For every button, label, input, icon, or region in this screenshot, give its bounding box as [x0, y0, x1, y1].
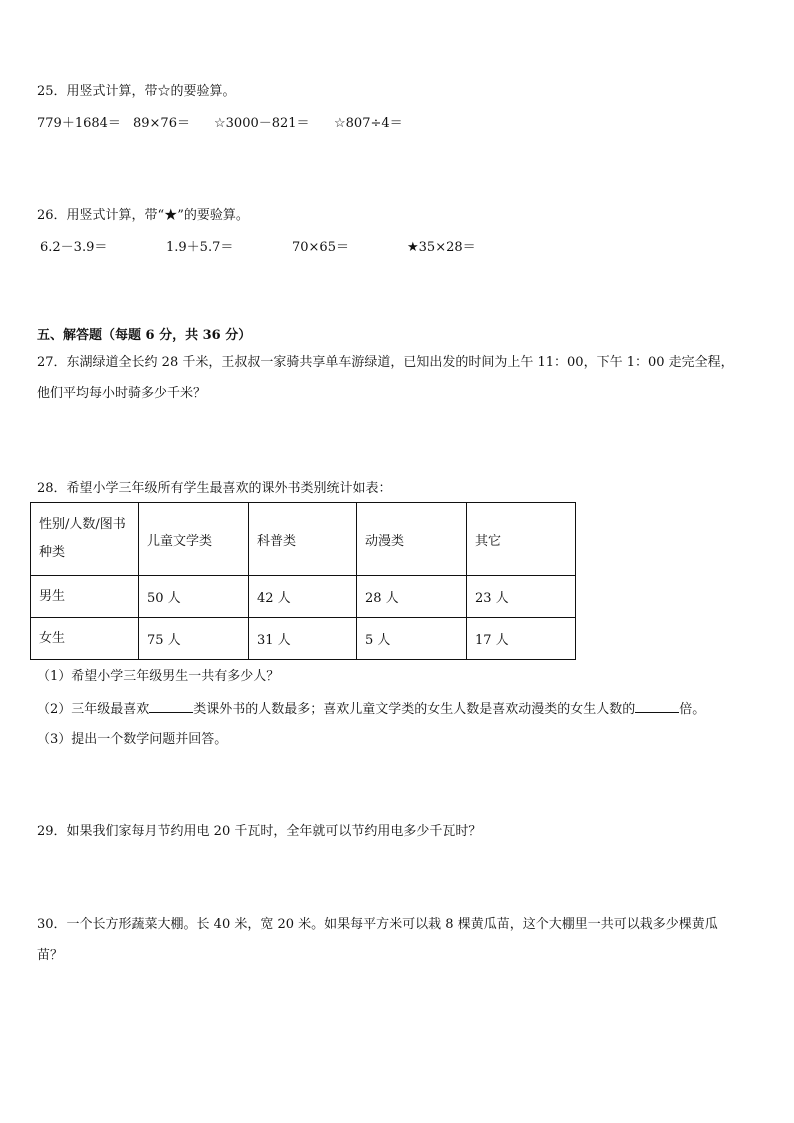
- section-5-title: 五、解答题（每题 6 分，共 36 分）: [37, 328, 252, 343]
- q25-title: 25．用竖式计算，带☆的要验算。: [37, 84, 236, 99]
- q28-sub-2-part-2: 类课外书的人数最多；喜欢儿童文学类的女生人数是喜欢动漫类的女生人数的: [193, 702, 636, 717]
- q28-sub-2-part-1: （2）三年级最喜欢: [37, 702, 150, 717]
- q26-title: 26．用竖式计算，带“★”的要验算。: [37, 208, 249, 223]
- q27-line-2: 他们平均每小时骑多少千米？: [37, 386, 207, 401]
- table-cell: 28 人: [357, 576, 467, 618]
- q28-title: 28．希望小学三年级所有学生最喜欢的课外书类别统计如表：: [37, 481, 392, 496]
- table-cell: 31 人: [249, 618, 357, 660]
- table-cell: 50 人: [139, 576, 249, 618]
- table-cell: 42 人: [249, 576, 357, 618]
- q26-expr-3: 70×65＝: [292, 240, 349, 255]
- table-row-label: 男生: [31, 576, 139, 618]
- table-header-corner: [31, 503, 139, 576]
- q28-sub-3: （3）提出一个数学问题并回答。: [37, 732, 228, 747]
- table-row: [31, 618, 576, 660]
- table-cell: 5 人: [357, 618, 467, 660]
- q30-line-2: 苗？: [37, 948, 64, 963]
- table-cell: 75 人: [139, 618, 249, 660]
- q25-expr-1: 779＋1684＝: [37, 116, 121, 131]
- q28-sub-1: （1）希望小学三年级男生一共有多少人？: [37, 669, 280, 684]
- book-stats-table: [30, 502, 576, 660]
- q27-line-1: 27．东湖绿道全长约 28 千米，王叔叔一家骑共享单车游绿道，已知出发的时间为上午 11：00，下午 1：00 走完全程，: [37, 355, 734, 370]
- table-header-row: [31, 503, 576, 576]
- q28-sub-2-part-3: 倍。: [679, 702, 706, 717]
- table-row: [31, 576, 576, 618]
- table-cell: 23 人: [467, 576, 576, 618]
- q25-expr-3: ☆3000－821＝: [214, 116, 310, 131]
- table-header-cell: 动漫类: [357, 503, 467, 576]
- q28-sub-2: [37, 700, 705, 719]
- table-header-corner-line-2: 种类: [39, 545, 66, 560]
- table-header-cell: 儿童文学类: [139, 503, 249, 576]
- q26-expr-2: 1.9＋5.7＝: [166, 240, 234, 255]
- q29-text: 29．如果我们家每月节约用电 20 千瓦时，全年就可以节约用电多少千瓦时？: [37, 824, 482, 839]
- table-row-label: 女生: [31, 618, 139, 660]
- table-header-cell: 科普类: [249, 503, 357, 576]
- answer-blank[interactable]: [149, 700, 193, 713]
- answer-blank[interactable]: [635, 700, 679, 713]
- q26-expr-4: ★35×28＝: [407, 240, 476, 255]
- q25-expr-4: ☆807÷4＝: [334, 116, 403, 131]
- table-cell: 17 人: [467, 618, 576, 660]
- q30-line-1: 30．一个长方形蔬菜大棚。长 40 米，宽 20 米。如果每平方米可以栽 8 棵黄瓜苗，这个大棚里一共可以栽多少棵黄瓜: [37, 917, 718, 932]
- table-header-corner-line-1: 性别/人数/图书: [39, 517, 126, 532]
- q25-expr-2: 89×76＝: [133, 116, 190, 131]
- q26-expr-1: 6.2－3.9＝: [40, 240, 108, 255]
- table-header-cell: 其它: [467, 503, 576, 576]
